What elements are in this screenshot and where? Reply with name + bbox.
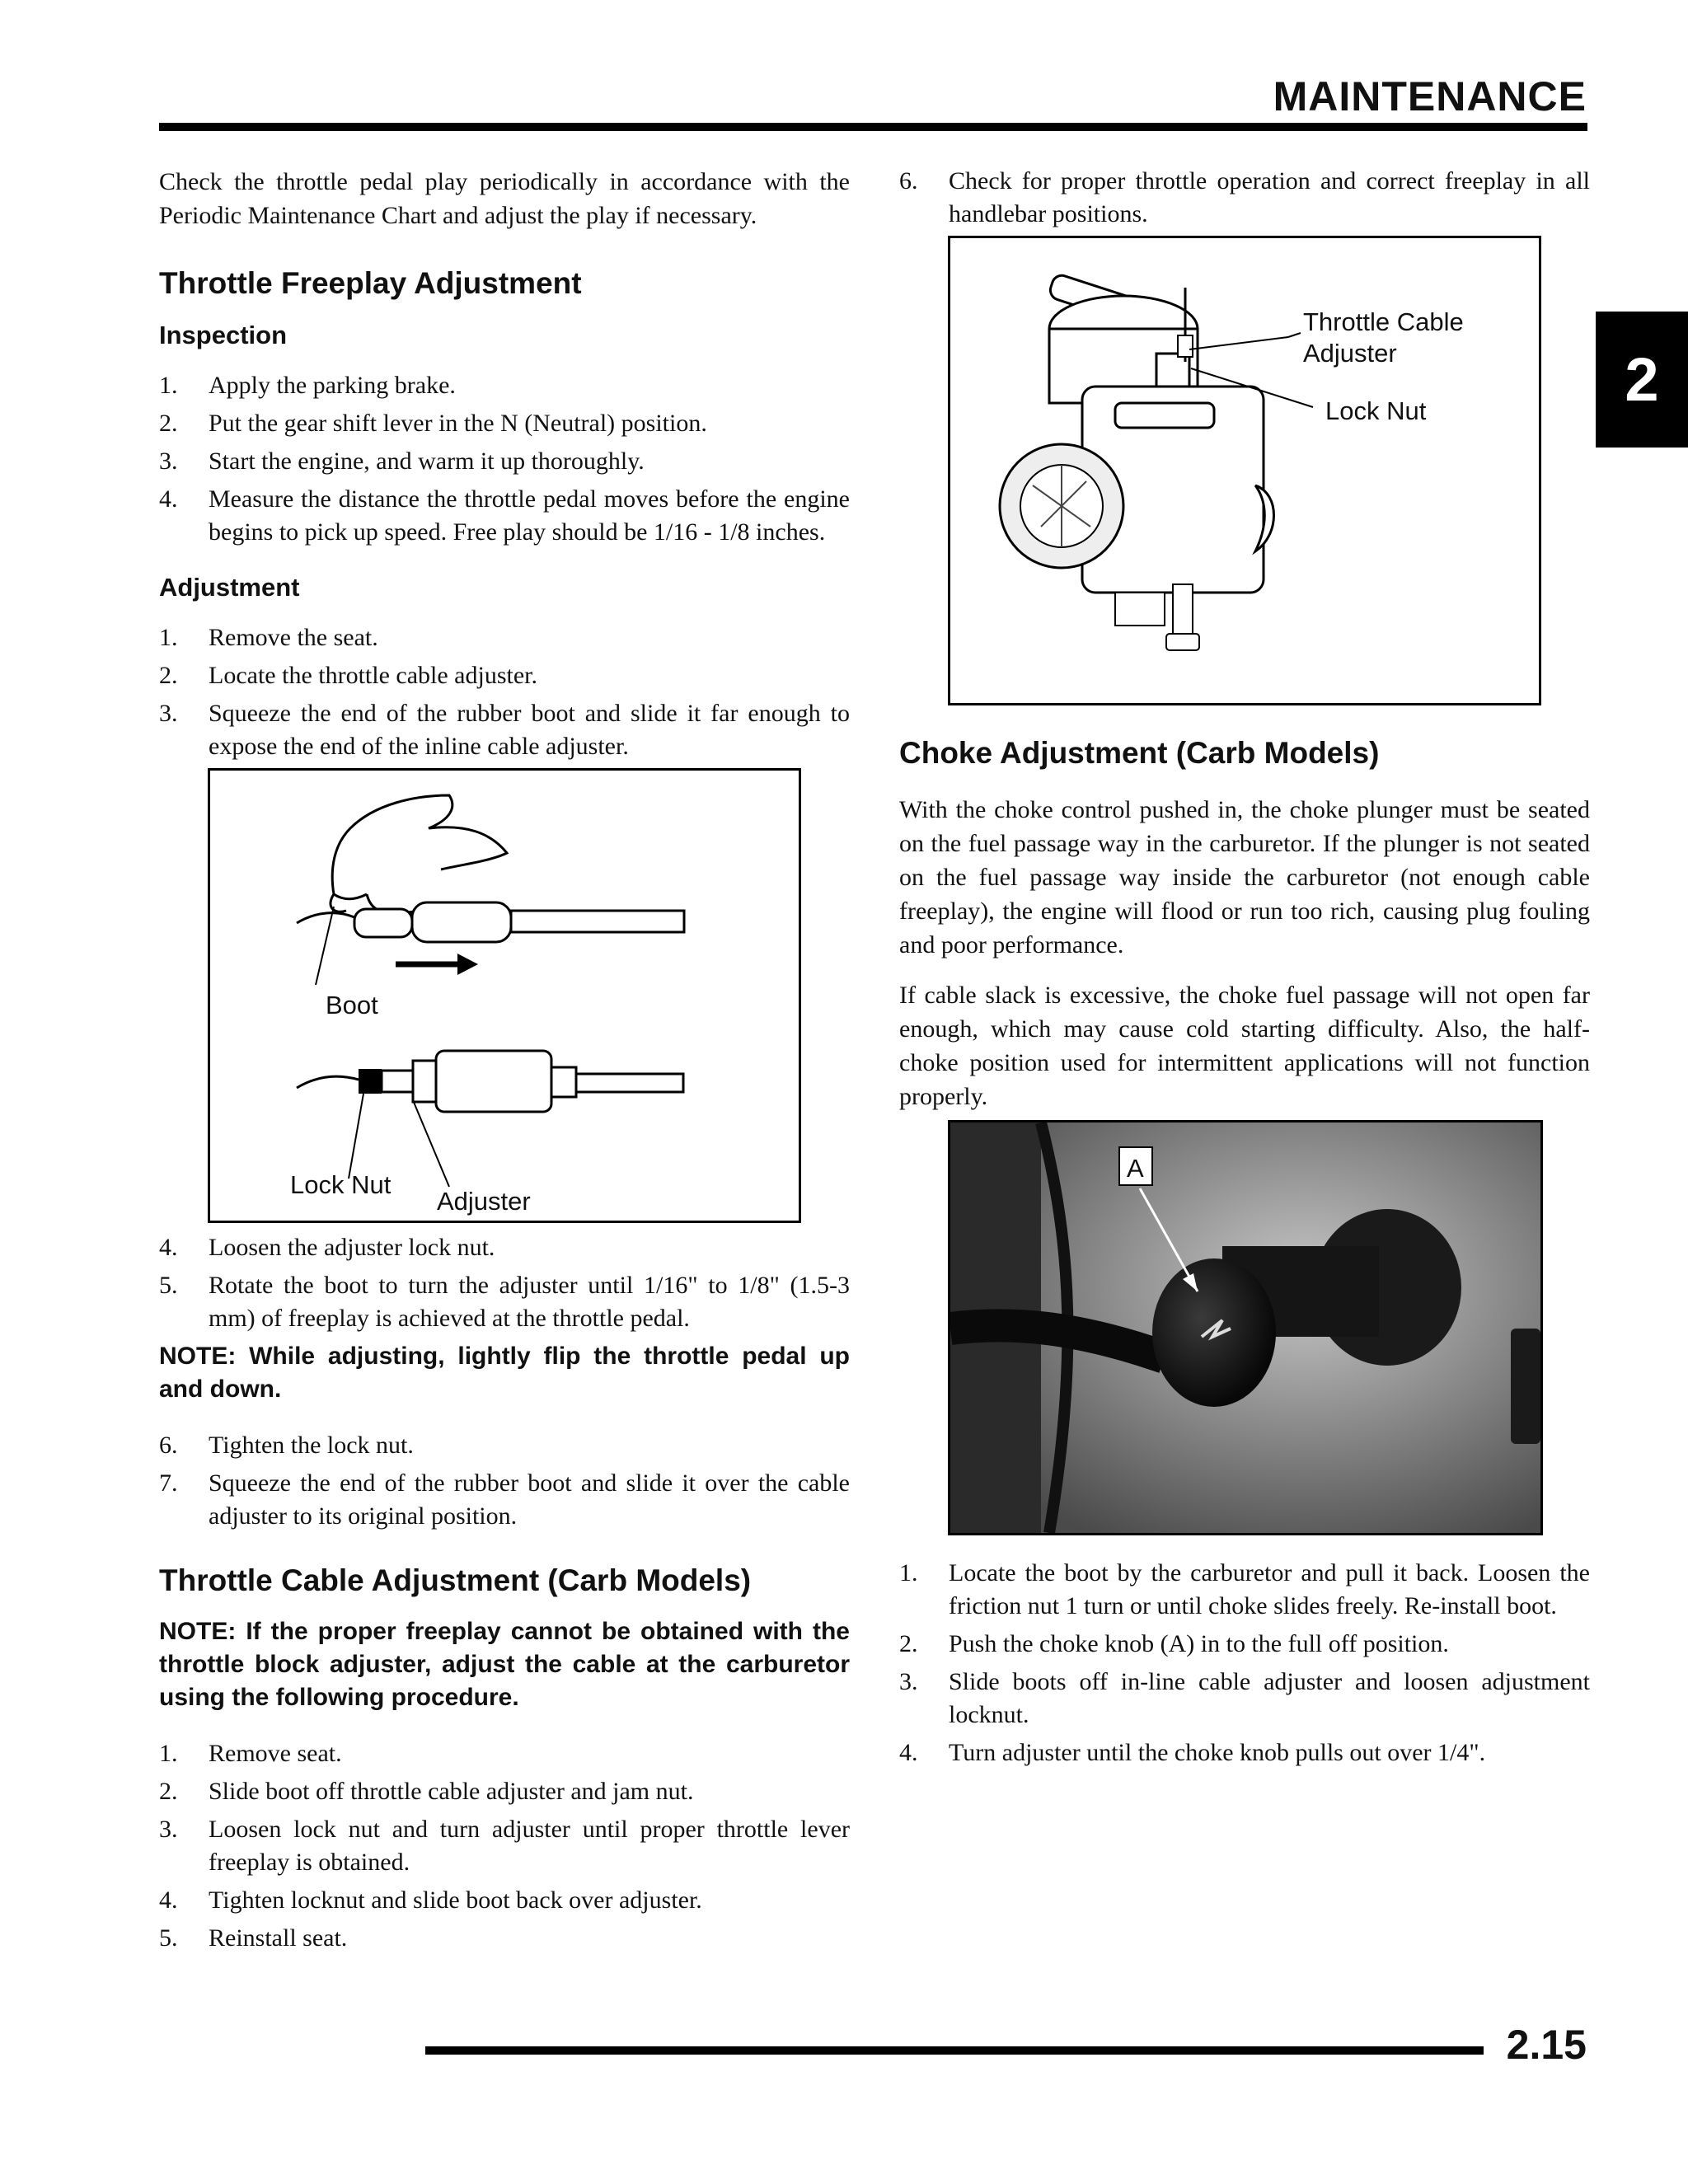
inspection-heading: Inspection [159, 321, 288, 349]
footer-rule [425, 2046, 1484, 2055]
left-column [159, 165, 850, 1960]
note-freeplay: NOTE: If the proper freeplay cannot be obtained with the throttle block adjuster, adjust the cable at the carburetor using the following procedure. [159, 1618, 850, 1711]
choke-paragraph-1: With the choke control pushed in, the choke plunger must be seated on the fuel passage way in the carburetor. If the plunger is not seated on the fuel passage way inside the carburetor (not enough cable freeplay), the engine will flood or run too rich, causing plug fouling and poor performance. [899, 796, 1590, 958]
choke-knob-photo [948, 1120, 1543, 1535]
list-item: 3. Slide boots off in-line cable adjuster and loosen adjustment locknut. [899, 1668, 1590, 1728]
list-item: 4. Measure the distance the throttle pedal moves before the engine begins to pick up speed. Free play should be 1/16 - 1/8 inches. [159, 485, 850, 546]
list-item: 4. Loosen the adjuster lock nut. [159, 1234, 495, 1261]
header-rule [159, 123, 1587, 131]
throttle-cable-adjuster-label-line2: Adjuster [1303, 339, 1397, 368]
list-item: 2. Put the gear shift lever in the N (Neutral) position. [159, 410, 707, 437]
inspection-steps [159, 369, 850, 549]
intro-paragraph: Check the throttle pedal play periodically in accordance with the Periodic Maintenance Chart and adjust the play if necessary. [159, 168, 850, 229]
adjustment-steps-a [159, 621, 850, 763]
photo-callout-a: A [1127, 1154, 1144, 1183]
choke-paragraph-2: If cable slack is excessive, the choke fuel passage will not open far enough, which may cause cold starting difficulty. Also, the half-choke position used for intermittent applications will not function properly. [899, 982, 1590, 1110]
right-column [899, 165, 1590, 1774]
list-item: 1. Apply the parking brake. [159, 372, 456, 399]
chapter-tab: 2 [1596, 312, 1688, 448]
list-item: 1. Locate the boot by the carburetor and pull it back. Loosen the friction nut 1 turn or until choke slides freely. Re-install boot. [899, 1559, 1590, 1619]
cable-adjustment-heading: Throttle Cable Adjustment (Carb Models) [159, 1563, 752, 1597]
list-item: 4. Tighten locknut and slide boot back over adjuster. [159, 1886, 702, 1914]
list-item: 7. Squeeze the end of the rubber boot and slide it over the cable adjuster to its original position. [159, 1469, 850, 1530]
cable-adjuster-figure [208, 768, 801, 1223]
section-title: MAINTENANCE [1273, 73, 1587, 120]
cable-steps [159, 1737, 850, 1955]
list-item: 1. Remove the seat. [159, 624, 378, 651]
adjuster-label: Adjuster [437, 1187, 531, 1216]
list-item: 2. Locate the throttle cable adjuster. [159, 662, 537, 689]
cable-adjuster-illustration [210, 771, 799, 1221]
list-item: 5. Rotate the boot to turn the adjuster until 1/16" to 1/8" (1.5-3 mm) of freeplay is achieved at the throttle pedal. [159, 1272, 850, 1332]
note-flip-pedal: NOTE: While adjusting, lightly flip the throttle pedal up and down. [159, 1343, 850, 1403]
list-item: 6. Check for proper throttle operation and correct freeplay in all handlebar positions. [899, 167, 1590, 227]
choke-steps [899, 1557, 1590, 1769]
list-item: 5. Reinstall seat. [159, 1924, 348, 1952]
lock-nut-label: Lock Nut [290, 1170, 392, 1199]
adjustment-steps-c [159, 1429, 850, 1533]
freeplay-heading: Throttle Freeplay Adjustment [159, 266, 582, 300]
carb-lock-nut-label: Lock Nut [1325, 396, 1427, 425]
carburetor-illustration [950, 238, 1539, 703]
page-number: 2.15 [1506, 2022, 1587, 2068]
list-item: 4. Turn adjuster until the choke knob pulls out over 1/4". [899, 1739, 1486, 1766]
boot-label: Boot [326, 991, 378, 1019]
list-item: 2. Push the choke knob (A) in to the full off position. [899, 1630, 1449, 1657]
choke-heading: Choke Adjustment (Carb Models) [899, 736, 1380, 770]
list-item: 3. Squeeze the end of the rubber boot and slide it far enough to expose the end of the inline cable adjuster. [159, 700, 850, 760]
list-item: 3. Start the engine, and warm it up thoroughly. [159, 448, 645, 475]
throttle-check-step [899, 165, 1590, 231]
list-item: 3. Loosen lock nut and turn adjuster until proper throttle lever freeplay is obtained. [159, 1816, 850, 1876]
list-item: 2. Slide boot off throttle cable adjuster and jam nut. [159, 1778, 694, 1805]
choke-knob-picture [950, 1122, 1540, 1533]
adjustment-heading: Adjustment [159, 573, 300, 602]
list-item: 6. Tighten the lock nut. [159, 1432, 414, 1459]
adjustment-steps-b [159, 1231, 850, 1335]
list-item: 1. Remove seat. [159, 1740, 342, 1767]
throttle-cable-adjuster-label-line1: Throttle Cable [1303, 307, 1464, 336]
carburetor-figure [948, 236, 1541, 705]
